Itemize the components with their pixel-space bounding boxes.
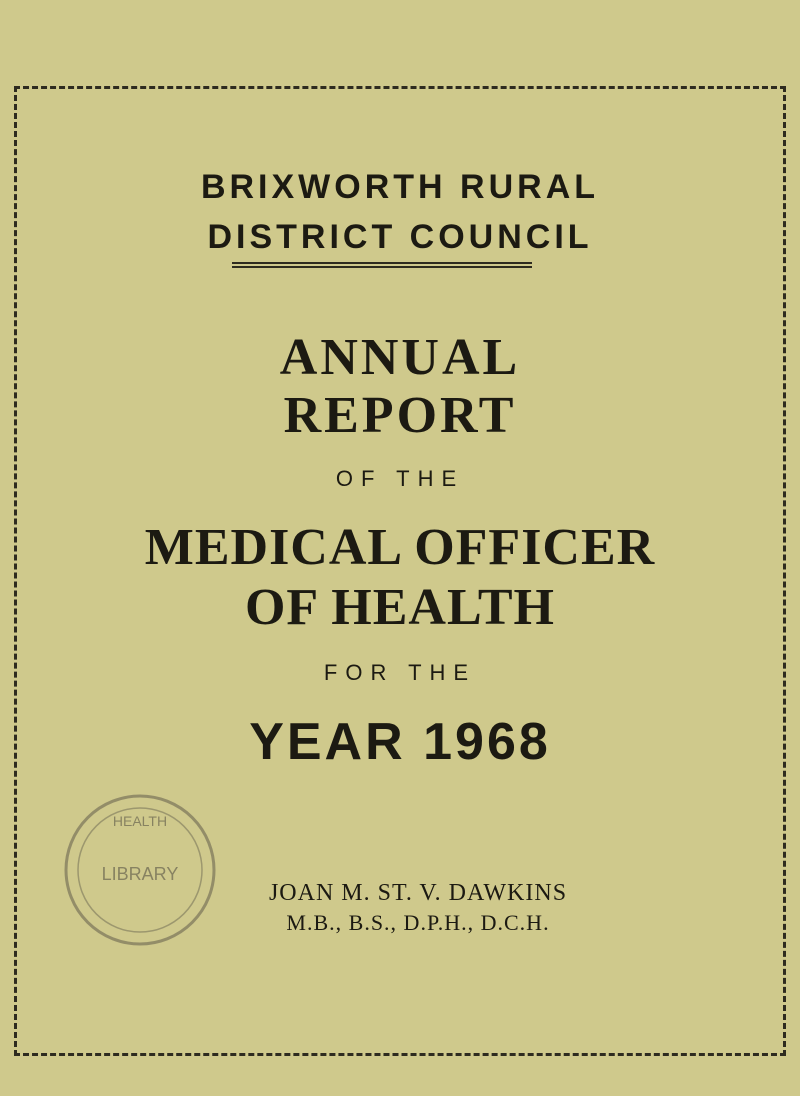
title-underline [232, 262, 532, 268]
author-name: JOAN M. ST. V. DAWKINS [268, 880, 568, 906]
stamp-top-text: HEALTH [112, 813, 168, 829]
title-medical-officer: MEDICAL OFFICER [144, 519, 656, 576]
title-annual: ANNUAL [279, 329, 521, 386]
title-of-health: OF HEALTH [244, 579, 555, 636]
library-stamp [58, 788, 222, 952]
title-report: REPORT [283, 387, 517, 444]
title-of-the: OF THE [335, 466, 465, 491]
council-name-line1: BRIXWORTH RURAL [200, 168, 600, 206]
council-name-line2: DISTRICT COUNCIL [207, 218, 593, 256]
title-year: YEAR 1968 [249, 713, 551, 771]
title-for-the: FOR THE [323, 660, 477, 685]
author-qualifications: M.B., B.S., D.P.H., D.C.H. [286, 910, 550, 935]
stamp-center-text: LIBRARY [101, 864, 179, 884]
